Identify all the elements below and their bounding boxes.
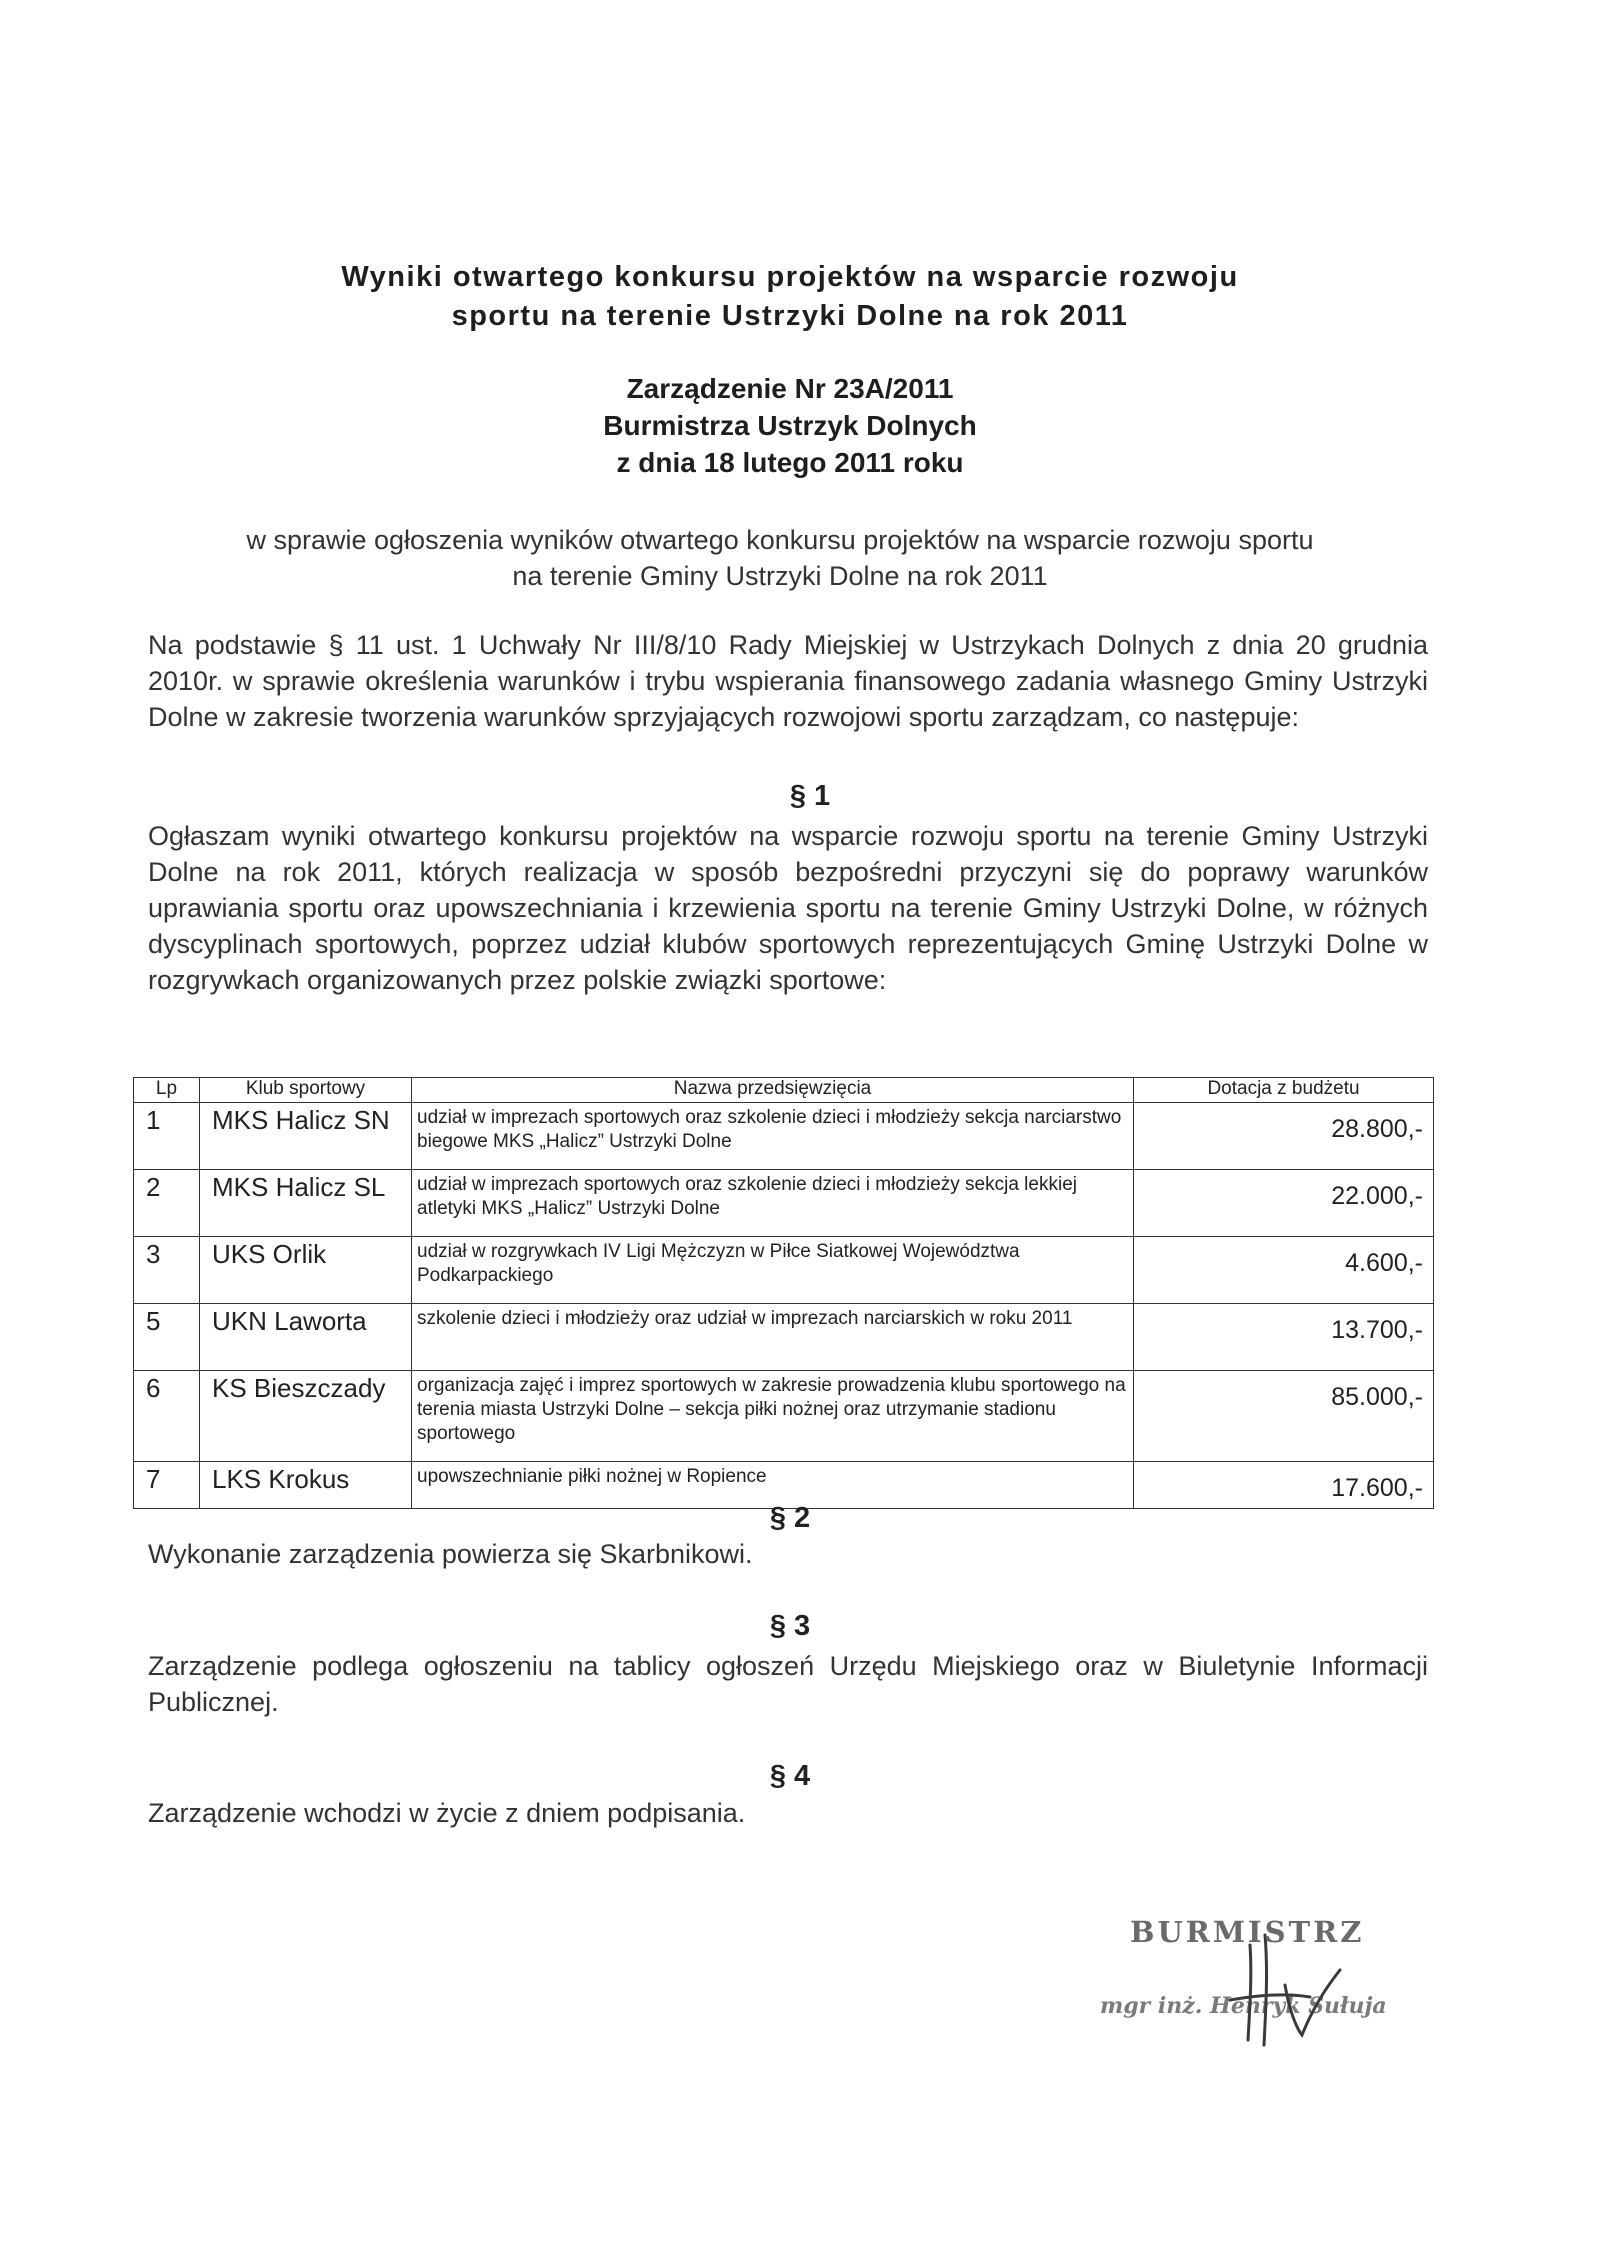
row-amount: 28.800,- bbox=[1134, 1103, 1434, 1170]
section-1-sign: § 1 bbox=[789, 780, 831, 812]
decree-number: Zarządzenie Nr 23A/2011 bbox=[626, 373, 954, 404]
table-row bbox=[134, 1237, 1434, 1304]
subject-line-1: w sprawie ogłoszenia wyników otwartego konkursu projektów na wsparcie rozwoju sportu bbox=[246, 525, 1314, 555]
table-row bbox=[134, 1103, 1434, 1170]
row-lp: 6 bbox=[134, 1371, 200, 1462]
subject-line-2: na terenie Gminy Ustrzyki Dolne na rok 2011 bbox=[512, 561, 1048, 591]
row-project: udział w imprezach sportowych oraz szkolenie dzieci i młodzieży sekcja narciarstwo biegowe MKS „Halicz” Ustrzyki Dolne bbox=[412, 1103, 1134, 1170]
section-1-text: Ogłaszam wyniki otwartego konkursu projektów na wsparcie rozwoju sportu na terenie Gminy Ustrzyki Dolne na rok 2011, których realizacja w sposób bezpośredni przyczyni się do poprawy warunków uprawiania sportu oraz upowszechniania i krzewienia sportu na terenie Gminy Ustrzyki Dolne, w różnych dyscyplinach sportowych, poprzez udział klubów sportowych reprezentujących Gminę Ustrzyki Dolne w rozgrywkach organizowanych przez polskie związki sportowe: bbox=[148, 821, 1428, 995]
row-amount: 22.000,- bbox=[1134, 1170, 1434, 1237]
row-lp: 5 bbox=[134, 1304, 200, 1371]
section-3-sign: § 3 bbox=[769, 1610, 811, 1642]
mayor-stamp bbox=[1100, 1915, 1420, 2055]
decree-subject bbox=[180, 522, 1380, 594]
decree-header bbox=[400, 370, 1180, 481]
row-lp: 1 bbox=[134, 1103, 200, 1170]
table-row bbox=[134, 1170, 1434, 1237]
section-3-text: Zarządzenie podlega ogłoszeniu na tablicy ogłoszeń Urzędu Miejskiego oraz w Biuletynie Informacji Publicznej. bbox=[148, 1651, 1428, 1717]
row-project: udział w imprezach sportowych oraz szkolenie dzieci i młodzieży sekcja lekkiej atletyki MKS „Halicz” Ustrzyki Dolne bbox=[412, 1170, 1134, 1237]
row-lp: 3 bbox=[134, 1237, 200, 1304]
row-amount: 85.000,- bbox=[1134, 1371, 1434, 1462]
decree-date: z dnia 18 lutego 2011 roku bbox=[616, 447, 964, 478]
row-club: UKN Laworta bbox=[200, 1304, 412, 1371]
table-row bbox=[134, 1304, 1434, 1371]
row-project: organizacja zajęć i imprez sportowych w zakresie prowadzenia klubu sportowego na terenia miasta Ustrzyki Dolne – sekcja piłki nożnej oraz utrzymanie stadionu sportowego bbox=[412, 1371, 1134, 1462]
decree-issuer: Burmistrza Ustrzyk Dolnych bbox=[603, 410, 977, 441]
row-club: MKS Halicz SL bbox=[200, 1170, 412, 1237]
row-amount: 17.600,- bbox=[1134, 1462, 1434, 1509]
grants-table bbox=[133, 1077, 1434, 1509]
section-2-sign: § 2 bbox=[769, 1502, 811, 1534]
row-lp: 2 bbox=[134, 1170, 200, 1237]
row-club: MKS Halicz SN bbox=[200, 1103, 412, 1170]
section-4-text: Zarządzenie wchodzi w życie z dniem podpisania. bbox=[148, 1798, 746, 1828]
row-club: LKS Krokus bbox=[200, 1462, 412, 1509]
section-4-sign: § 4 bbox=[769, 1760, 811, 1792]
row-project: upowszechnianie piłki nożnej w Ropience bbox=[412, 1462, 1134, 1509]
stamp-title: BURMISTRZ bbox=[1130, 1915, 1365, 1949]
title-line-2: sportu na terenie Ustrzyki Dolne na rok 2011 bbox=[451, 300, 1129, 332]
document-title bbox=[200, 258, 1380, 336]
row-club: UKS Orlik bbox=[200, 1237, 412, 1304]
table-row bbox=[134, 1371, 1434, 1462]
header-amount: Dotacja z budżetu bbox=[1134, 1078, 1434, 1103]
table-header-row bbox=[134, 1078, 1434, 1103]
handwritten-signature bbox=[1190, 1925, 1390, 2055]
row-lp: 7 bbox=[134, 1462, 200, 1509]
row-project: udział w rozgrywkach IV Ligi Mężczyzn w Piłce Siatkowej Województwa Podkarpackiego bbox=[412, 1237, 1134, 1304]
row-club: KS Bieszczady bbox=[200, 1371, 412, 1462]
header-project: Nazwa przedsięwzięcia bbox=[412, 1078, 1134, 1103]
row-project: szkolenie dzieci i młodzieży oraz udział w imprezach narciarskich w roku 2011 bbox=[412, 1304, 1134, 1371]
section-2-text: Wykonanie zarządzenia powierza się Skarbnikowi. bbox=[148, 1539, 753, 1569]
legal-basis: Na podstawie § 11 ust. 1 Uchwały Nr III/8/10 Rady Miejskiej w Ustrzykach Dolnych z dnia 20 grudnia 2010r. w sprawie określenia warunków i trybu wspierania finansowego zadania własnego Gminy Ustrzyki Dolne w zakresie tworzenia warunków sprzyjających rozwojowi sportu zarządzam, co następuje: bbox=[148, 630, 1428, 732]
row-amount: 4.600,- bbox=[1134, 1237, 1434, 1304]
row-amount: 13.700,- bbox=[1134, 1304, 1434, 1371]
title-line-1: Wyniki otwartego konkursu projektów na wsparcie rozwoju bbox=[341, 261, 1239, 293]
stamp-name: mgr inż. Henryk Sułuja bbox=[1100, 1993, 1387, 2019]
header-lp: Lp bbox=[134, 1078, 200, 1103]
header-club: Klub sportowy bbox=[200, 1078, 412, 1103]
